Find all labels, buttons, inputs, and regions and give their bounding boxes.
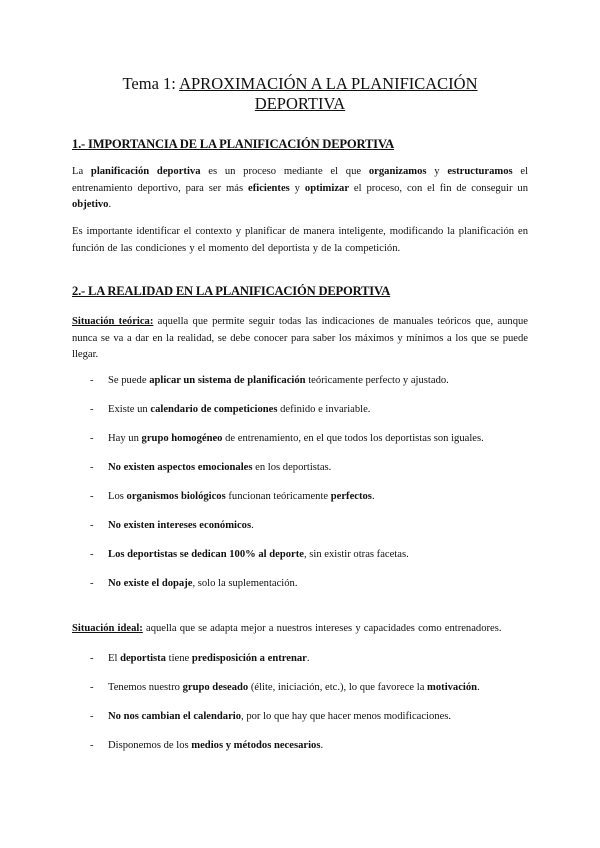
title-prefix: Tema 1:: [122, 74, 180, 93]
situacion-ideal-paragraph: Situación ideal: aquella que se adapta mejor a nuestros intereses y capacidades como entrenadores.: [72, 623, 502, 634]
section1-heading: 1.- IMPORTANCIA DE LA PLANIFICACIÓN DEPORTIVA: [72, 137, 395, 151]
title-line2: DEPORTIVA: [254, 94, 346, 113]
document-page: Tema 1: APROXIMACIÓN A LA PLANIFICACIÓN DEPORTIVA 1.- IMPORTANCIA DE LA PLANIFICACIÓN DEPORTIVA La planificación deportiva es un proceso mediante el que organizamos y estructuramos el entrenamiento deportivo, para ser más eficientes y optimizar el proceso, con el fin de conseguir un objetivo. Es importante identificar el contexto y planificar de manera inteligente, modificando la planificación en función de las condiciones y el momento del deportista y de la competición. 2.- LA REALIDAD EN LA PLANIFICACIÓN DEPORTIVA Situación teórica: aquella que permite seguir todas las indicaciones de manuales teóricos que, aunque nunca se va a dar en la realidad, se debe conocer para saber los máximos y mínimos a los que se puede llegar. - Se puede aplicar un sistema de planificación teóricamente perfecto y ajustado. - Existe un calendario de competiciones definido e invariable. - Hay un grupo homogéneo de entrenamiento, en el que todos los deportistas son iguales. - No existen aspectos emocionales en los deportistas. - Los organismos biológicos funcionan teóricamente perfectos. - No existen intereses económicos. - Los deportistas se dedican 100% al deporte, sin existir otras facetas. - No existe el dopaje, solo la suplementación. Situación ideal: aquella que se adapta mejor a nuestros intereses y capacidades como entrenadores. - El deportista tiene predisposición a entrenar. - Tenemos nuestro grupo deseado (élite, iniciación, etc.), lo que favorece la motivación. - No nos cambian el calendario, por lo que hay que hacer menos modificaciones. - Disponemos de los medios y métodos necesarios.: [0, 0, 600, 848]
situacion-teorica-paragraph: Situación teórica: aquella que permite seguir todas las indicaciones de manuales teóricos que, aunque nunca se va a dar en la realidad, se debe conocer para saber los máximos y mínimos a los que se puede llegar.: [72, 316, 529, 360]
situacion-teorica-label: Situación teórica:: [72, 316, 154, 327]
document-title: [60, 74, 540, 114]
title-line1: APROXIMACIÓN A LA PLANIFICACIÓN: [179, 74, 478, 93]
section2-heading: 2.- LA REALIDAD EN LA PLANIFICACIÓN DEPORTIVA: [72, 284, 391, 298]
section1-paragraph1: La planificación deportiva es un proceso mediante el que organizamos y estructuramos el entrenamiento deportivo, para ser más eficientes y optimizar el proceso, con el fin de conseguir un objetivo.: [72, 166, 529, 210]
situacion-ideal-label: Situación ideal:: [72, 623, 143, 634]
section1-paragraph2: Es importante identificar el contexto y planificar de manera inteligente, modificando la planificación en función de las condiciones y el momento del deportista y de la competición.: [72, 226, 528, 254]
